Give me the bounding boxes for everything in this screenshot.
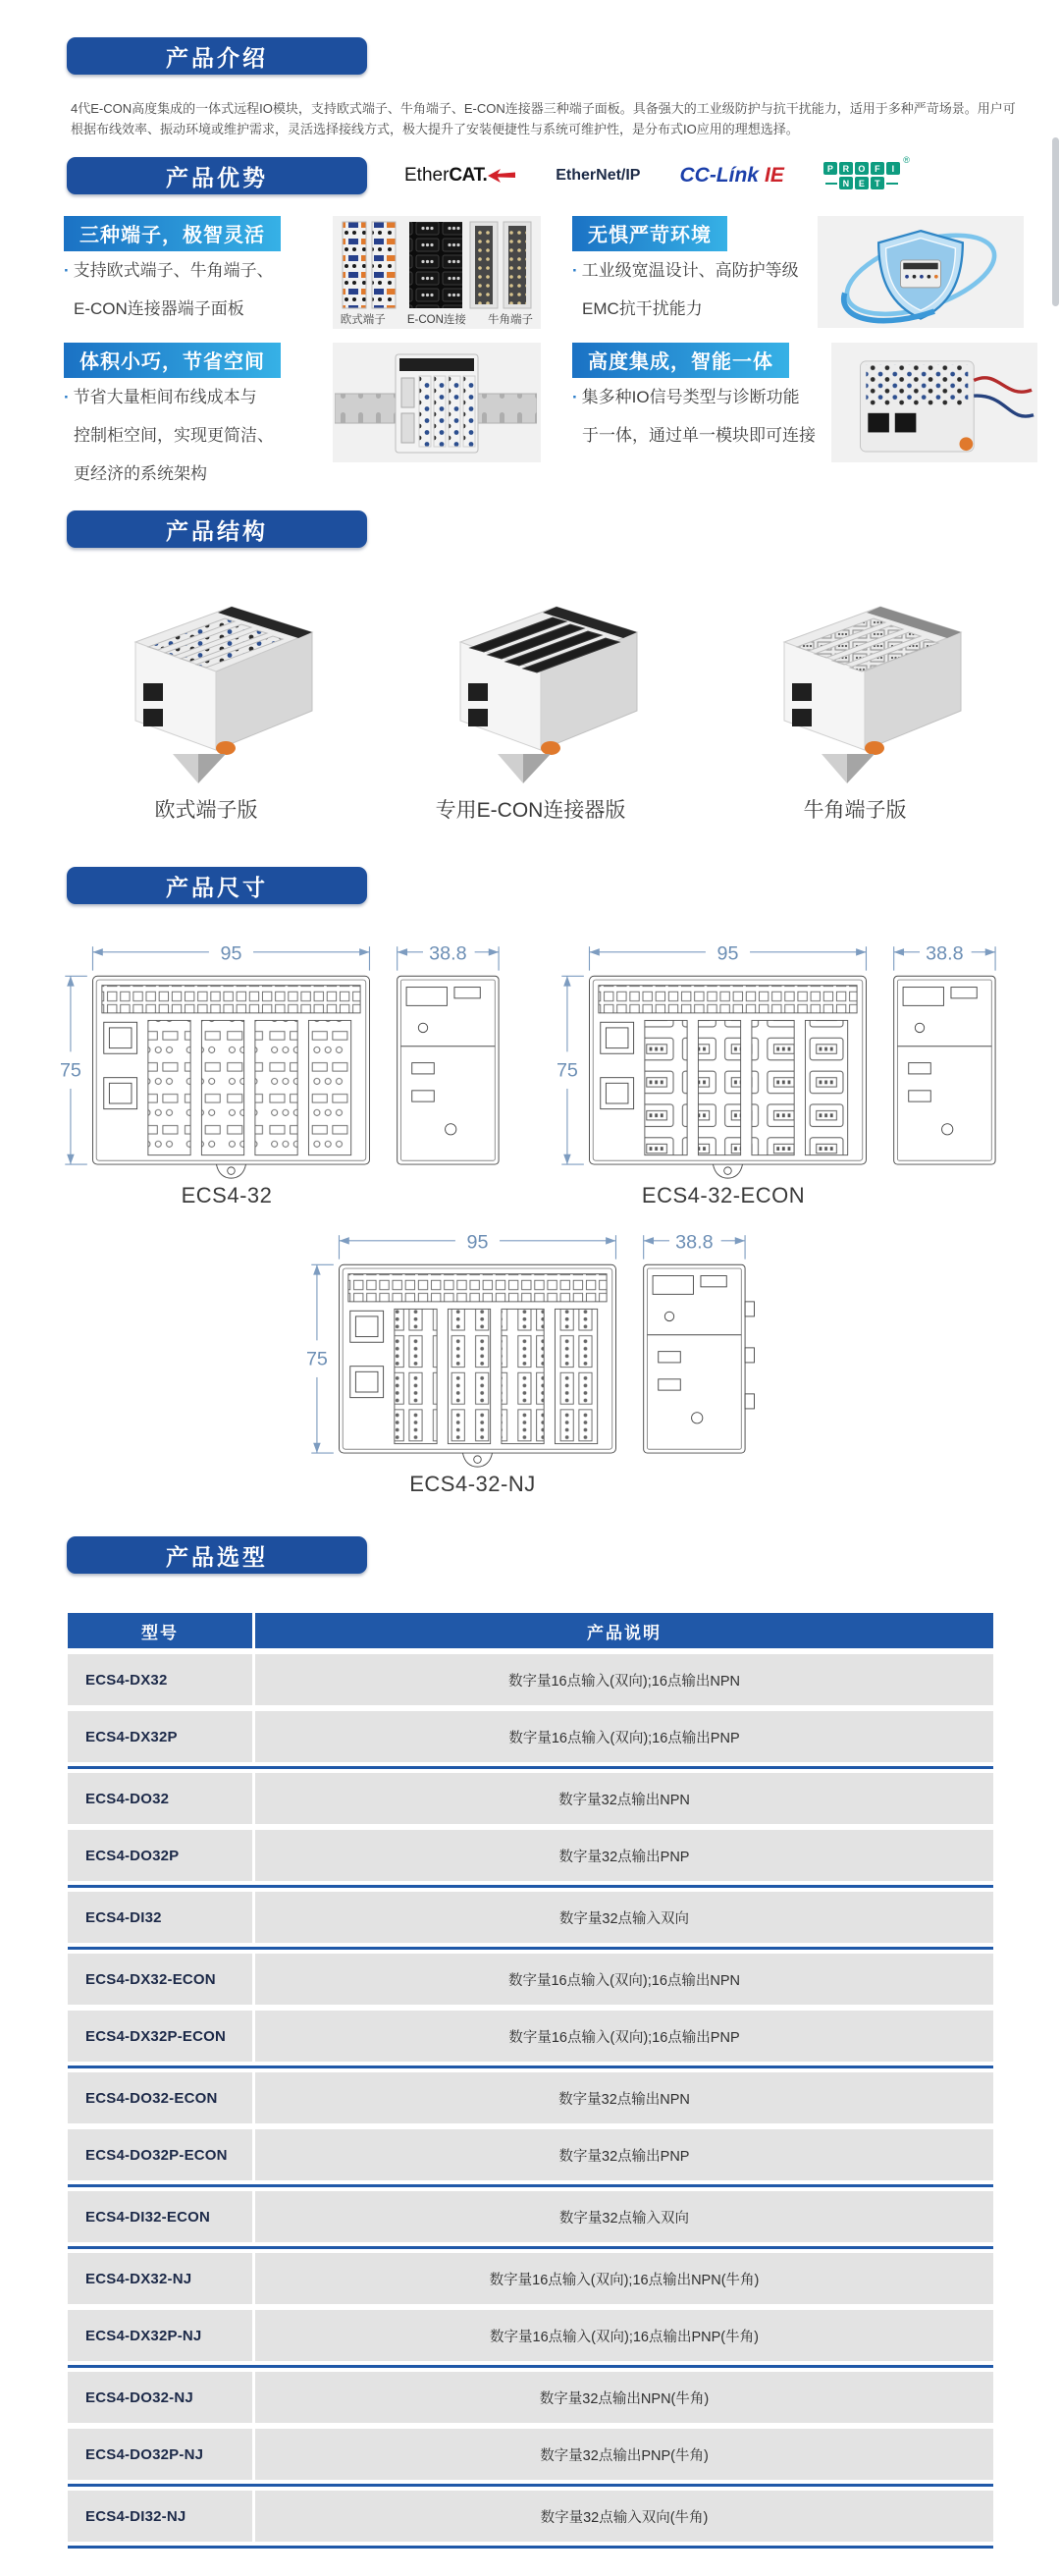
table-row xyxy=(68,2253,993,2304)
table-row xyxy=(68,2491,993,2542)
model-cell: ECS4-DX32-NJ xyxy=(68,2253,252,2304)
feature-terminals-label: 三种端子，极智灵活 xyxy=(64,216,281,251)
profinet-letter: E xyxy=(855,177,869,189)
profinet-reg-mark: ® xyxy=(903,155,910,165)
scrollbar-thumb[interactable] xyxy=(1052,137,1059,306)
feature-terminals xyxy=(64,216,541,329)
model-cell: ECS4-DO32-ECON xyxy=(68,2072,252,2123)
shield-illustration xyxy=(820,220,1022,326)
description-cell: 数字量32点输出NPN(牛角) xyxy=(255,2372,993,2423)
drawing-ecs4-32-econ-label: ECS4-32-ECON xyxy=(641,1183,806,1208)
description-cell: 数字量32点输出PNP xyxy=(255,2129,993,2180)
drawing-ecs4-32-econ-svg xyxy=(551,934,1012,1181)
profinet-row-bottom xyxy=(825,177,898,189)
section-title-structure xyxy=(67,510,367,548)
feature-line-text: 集多种IO信号类型与诊断功能 xyxy=(581,388,800,406)
table-row xyxy=(68,2372,993,2423)
din-rail-illustration xyxy=(335,347,537,460)
feature-line-text: 控制柜空间，实现更简洁、 xyxy=(74,426,274,445)
profinet-letter: I xyxy=(886,162,900,175)
description-cell: 数字量16点输入(双向);16点输出PNP xyxy=(255,2011,993,2062)
dim-width-label: 95 xyxy=(466,1231,488,1254)
section-title-advantages xyxy=(67,157,367,194)
cclink-logo-text: CC-Línk xyxy=(679,164,759,187)
caption-horn-terminal: 牛角端子 xyxy=(488,314,533,326)
description-cell: 数字量32点输入双向 xyxy=(255,2191,993,2242)
dimension-drawings-row1 xyxy=(54,934,1061,1208)
group-divider xyxy=(68,2365,993,2368)
terminal-types-captions xyxy=(335,311,539,327)
variant-euro-render xyxy=(79,581,334,787)
section-title-advantages-text: 产品优势 xyxy=(166,164,268,190)
description-cell: 数字量32点输入双向 xyxy=(255,1892,993,1943)
table-row xyxy=(68,2429,993,2480)
model-cell: ECS4-DI32 xyxy=(68,1892,252,1943)
variant-horn-render xyxy=(727,581,982,787)
dim-depth-label: 38.8 xyxy=(429,942,467,965)
wired-module-illustration xyxy=(833,347,1035,460)
feature-line xyxy=(572,251,802,290)
group-divider xyxy=(68,2546,993,2549)
feature-environment-label: 无惧严苛环境 xyxy=(572,216,727,251)
profinet-letter: F xyxy=(871,162,884,175)
section-title-dimensions xyxy=(67,867,367,904)
feature-line xyxy=(64,251,317,290)
terminal-types-image xyxy=(333,216,541,329)
cclink-ie-text: IE xyxy=(764,164,784,187)
feature-line xyxy=(64,290,317,328)
drawing-ecs4-32 xyxy=(54,934,515,1208)
model-cell: ECS4-DX32 xyxy=(68,1654,252,1705)
variant-horn-label: 牛角端子版 xyxy=(803,799,907,822)
feature-line xyxy=(64,416,317,455)
group-divider xyxy=(68,2184,993,2187)
dim-height-label: 75 xyxy=(59,1059,81,1082)
feature-line xyxy=(572,416,816,455)
table-header-description: 产品说明 xyxy=(255,1613,993,1648)
intro-paragraph xyxy=(71,98,1022,139)
feature-line xyxy=(64,378,317,416)
intro-line-1: 4代E-CON高度集成的一体式远程IO模块，支持欧式端子、牛角端子、E-CON连接器三种端子面板。具备强大的工业级防护与抗干扰能力，适用于多种严苛场景。用户可 xyxy=(71,101,1016,116)
feature-line-text: E-CON连接器端子面板 xyxy=(74,299,244,318)
table-row xyxy=(68,1892,993,1943)
dim-width-label: 95 xyxy=(220,942,242,965)
table-row xyxy=(68,2310,993,2361)
drawing-ecs4-32-svg xyxy=(54,934,515,1181)
feature-line xyxy=(572,378,816,416)
drawing-ecs4-32-nj-label: ECS4-32-NJ xyxy=(409,1472,536,1496)
variant-econ-label: 专用E-CON连接器版 xyxy=(435,799,626,822)
model-cell: ECS4-DO32-NJ xyxy=(68,2372,252,2423)
ethercat-logo xyxy=(404,165,516,187)
section-title-selection xyxy=(67,1536,367,1574)
model-cell: ECS4-DX32P xyxy=(68,1711,252,1762)
description-cell: 数字量16点输入(双向);16点输出NPN(牛角) xyxy=(255,2253,993,2304)
table-row xyxy=(68,1711,993,1762)
table-header-row xyxy=(68,1613,993,1648)
dim-depth-label: 38.8 xyxy=(926,942,964,965)
terminal-types-illustration xyxy=(335,220,537,310)
table-row xyxy=(68,1654,993,1705)
feature-line-text: 更经济的系统架构 xyxy=(74,464,207,483)
structure-variants-row xyxy=(69,581,992,824)
description-cell: 数字量32点输入双向(牛角) xyxy=(255,2491,993,2542)
drawing-ecs4-32-econ xyxy=(551,934,1012,1208)
section-selection xyxy=(0,1536,1061,2549)
profinet-letter: N xyxy=(839,177,853,189)
cclink-ie-logo xyxy=(679,164,783,188)
feature-environment-text xyxy=(572,216,802,329)
table-row xyxy=(68,2129,993,2180)
model-cell: ECS4-DI32-ECON xyxy=(68,2191,252,2242)
bullet-dot: · xyxy=(572,388,578,406)
caption-econ-connector: E-CON连接 xyxy=(406,314,466,326)
feature-environment xyxy=(572,216,1024,329)
section-title-structure-text: 产品结构 xyxy=(166,517,268,544)
feature-integration-label: 高度集成，智能一体 xyxy=(572,343,789,378)
table-row xyxy=(68,2011,993,2062)
bullet-dot: · xyxy=(572,261,578,280)
table-row xyxy=(68,1954,993,2005)
intro-line-2: 根据布线效率、振动环境或维护需求，灵活选择接线方式，极大提升了安装便捷性与系统可维护性，是分布式IO应用的理想选择。 xyxy=(71,122,799,136)
feature-line-text: EMC抗干扰能力 xyxy=(582,299,703,318)
group-divider xyxy=(68,2066,993,2068)
variant-horn-terminal xyxy=(717,581,992,824)
protocol-logos xyxy=(404,155,910,189)
group-divider xyxy=(68,1885,993,1888)
model-cell: ECS4-DX32P-NJ xyxy=(68,2310,252,2361)
description-cell: 数字量32点输出PNP(牛角) xyxy=(255,2429,993,2480)
group-divider xyxy=(68,1947,993,1950)
model-cell: ECS4-DI32-NJ xyxy=(68,2491,252,2542)
table-header-model: 型号 xyxy=(68,1613,252,1648)
section-intro xyxy=(0,0,1061,139)
profinet-line xyxy=(825,183,837,185)
table-row xyxy=(68,2072,993,2123)
model-cell: ECS4-DO32P-ECON xyxy=(68,2129,252,2180)
profinet-letter: O xyxy=(855,162,869,175)
feature-line-text: 工业级宽温设计、高防护等级 xyxy=(581,261,799,280)
integrated-module-image xyxy=(831,343,1037,462)
caption-euro-terminal: 欧式端子 xyxy=(340,314,386,326)
feature-line xyxy=(572,290,802,328)
drawing-ecs4-32-nj-svg xyxy=(300,1222,762,1470)
section-title-dimensions-text: 产品尺寸 xyxy=(166,874,268,900)
profinet-line xyxy=(886,183,898,185)
dim-depth-label: 38.8 xyxy=(674,1231,714,1254)
dim-width-label: 95 xyxy=(716,942,739,965)
variant-euro-terminal xyxy=(69,581,344,824)
dimension-drawings-row2 xyxy=(300,1222,762,1497)
model-cell: ECS4-DX32P-ECON xyxy=(68,2011,252,2062)
section-advantages xyxy=(0,157,1061,194)
bullet-dot: · xyxy=(64,261,70,280)
feature-compact-label: 体积小巧，节省空间 xyxy=(64,343,281,378)
section-structure xyxy=(0,510,1061,824)
ethercat-logo-suffix: CAT. xyxy=(449,165,488,186)
description-cell: 数字量32点输出NPN xyxy=(255,1773,993,1824)
table-row xyxy=(68,1773,993,1824)
feature-integration-text xyxy=(572,343,816,493)
description-cell: 数字量16点输入(双向);16点输出NPN xyxy=(255,1654,993,1705)
drawing-ecs4-32-nj xyxy=(300,1222,762,1497)
ethercat-arrow-icon xyxy=(487,168,516,184)
feature-terminals-text xyxy=(64,216,317,329)
feature-compact xyxy=(64,343,541,493)
description-cell: 数字量16点输入(双向);16点输出NPN xyxy=(255,1954,993,2005)
model-cell: ECS4-DX32-ECON xyxy=(68,1954,252,2005)
variant-econ-render xyxy=(403,581,659,787)
section-title-intro xyxy=(67,37,367,75)
table-row xyxy=(68,1830,993,1881)
section-title-intro-text: 产品介绍 xyxy=(166,44,268,71)
profinet-letter: R xyxy=(839,162,853,175)
group-divider xyxy=(68,2484,993,2487)
feature-compact-text xyxy=(64,343,317,493)
profinet-letter: P xyxy=(823,162,837,175)
profinet-logo xyxy=(823,155,910,189)
bullet-dot: · xyxy=(64,388,70,406)
shield-protection-image xyxy=(818,216,1024,328)
group-divider xyxy=(68,2246,993,2249)
drawing-ecs4-32-label: ECS4-32 xyxy=(181,1183,273,1208)
profinet-letter: T xyxy=(871,177,884,189)
model-cell: ECS4-DO32P xyxy=(68,1830,252,1881)
variant-euro-label: 欧式端子版 xyxy=(154,799,258,822)
description-cell: 数字量16点输入(双向);16点输出PNP xyxy=(255,1711,993,1762)
description-cell: 数字量32点输出NPN xyxy=(255,2072,993,2123)
model-cell: ECS4-DO32P-NJ xyxy=(68,2429,252,2480)
din-rail-image xyxy=(333,343,541,462)
feature-line-text: 支持欧式端子、牛角端子、 xyxy=(73,261,274,280)
ethernet-ip-logo: EtherNet/IP xyxy=(556,167,641,184)
group-divider xyxy=(68,1766,993,1769)
dim-height-label: 75 xyxy=(305,1348,328,1370)
description-cell: 数字量32点输出PNP xyxy=(255,1830,993,1881)
feature-grid xyxy=(64,216,1061,493)
table-row xyxy=(68,2191,993,2242)
dim-height-label: 75 xyxy=(556,1059,578,1082)
ethercat-logo-prefix: Ether xyxy=(404,165,450,186)
model-cell: ECS4-DO32 xyxy=(68,1773,252,1824)
feature-line-text: 于一体，通过单一模块即可连接 xyxy=(582,426,816,445)
feature-line xyxy=(64,455,317,493)
variant-econ-connector xyxy=(394,581,668,824)
description-cell: 数字量16点输入(双向);16点输出PNP(牛角) xyxy=(255,2310,993,2361)
feature-integration xyxy=(572,343,1024,493)
profinet-row-top xyxy=(823,162,900,175)
section-dimensions xyxy=(0,867,1061,1497)
section-title-selection-text: 产品选型 xyxy=(166,1543,268,1570)
selection-table xyxy=(68,1613,993,2549)
feature-line-text: 节省大量柜间布线成本与 xyxy=(73,388,257,406)
